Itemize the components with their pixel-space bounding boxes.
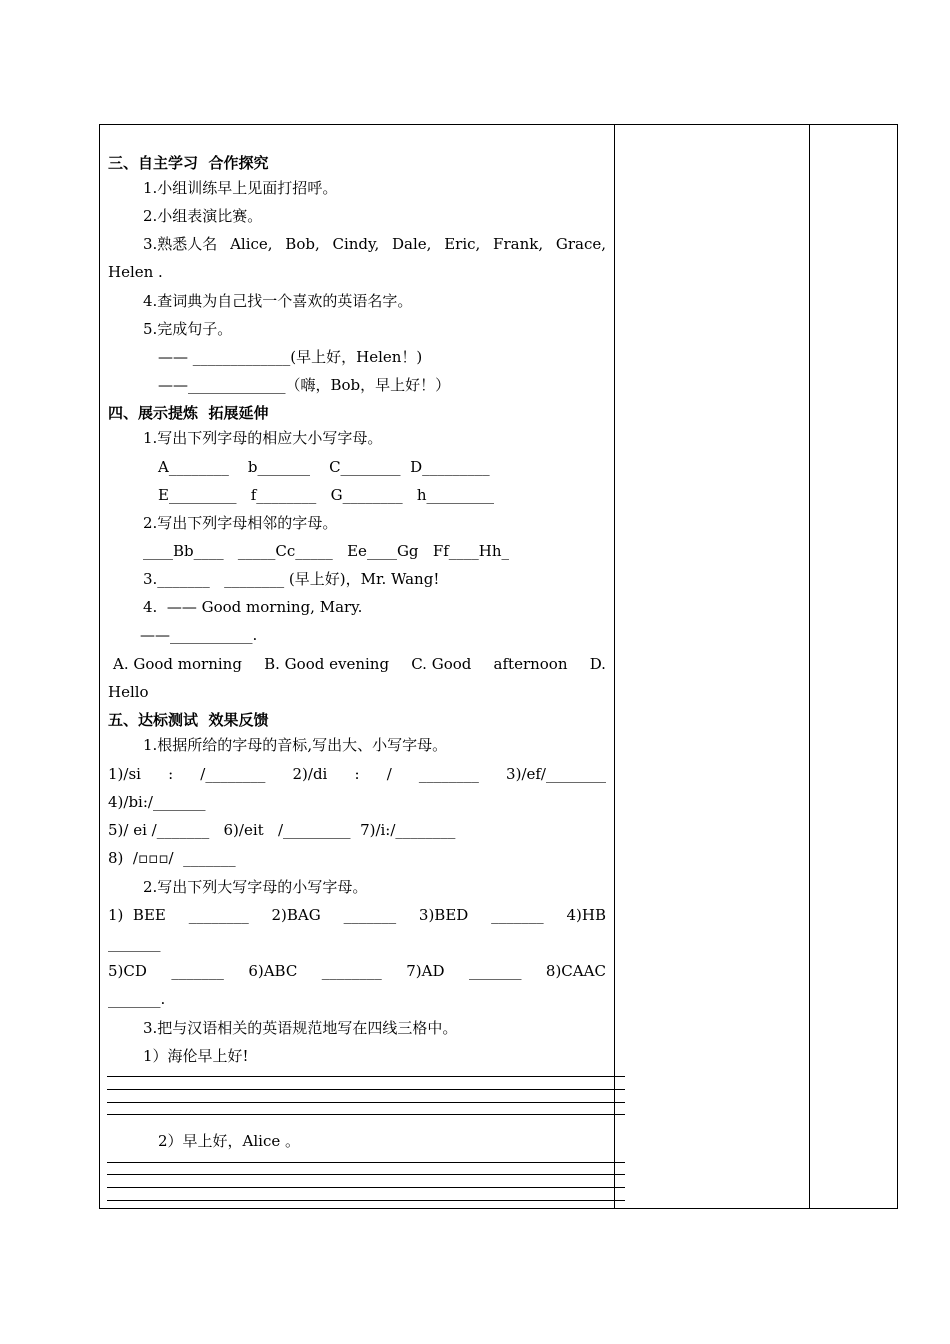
s4-q2-line: ____Bb____ _____Cc_____ Ee____Gg Ff____Hh_ [143, 542, 510, 560]
writing-line [107, 1200, 625, 1201]
s4-q1-line-a: A________ b_______ C________ D_________ [158, 458, 490, 476]
section-3-heading: 三、自主学习 合作探究 [108, 154, 269, 172]
s4-q4-answer: ——___________. [140, 626, 258, 644]
s3-item-4: 4.查词典为自己找一个喜欢的英语名字。 [143, 292, 413, 310]
s3-item-1: 1.小组训练早上见面打招呼。 [143, 179, 338, 197]
s5-q1-line-d: 8) /▫▫▫/ _______ [108, 849, 236, 867]
section-5-heading: 五、达标测试 效果反馈 [108, 711, 269, 729]
s4-q1-line-b: E_________ f________ G________ h_________ [158, 486, 495, 504]
s5-q3-item-2: 2）早上好，Alice 。 [158, 1132, 301, 1150]
s5-q2-line-a: 1) BEE ________ 2)BAG _______ 3)BED _______ 4)HB [108, 906, 606, 924]
s5-q1-line-b: 4)/bi:/_______ [108, 793, 206, 811]
s3-item-5: 5.完成句子。 [143, 320, 233, 338]
s4-q4: 4. —— Good morning, Mary. [143, 598, 363, 616]
s4-q4-options: A. Good morning B. Good evening C. Good afternoon D. [113, 655, 606, 673]
writing-line [107, 1174, 625, 1175]
s3-item-5b: ——_____________（嗨，Bob，早上好！） [158, 376, 451, 394]
s4-q3: 3._______ ________ (早上好)，Mr. Wang! [143, 570, 440, 588]
s4-q2: 2.写出下列字母相邻的字母。 [143, 514, 338, 532]
s5-q2: 2.写出下列大写字母的小写字母。 [143, 878, 368, 896]
s4-q1: 1.写出下列字母的相应大小写字母。 [143, 429, 383, 447]
s5-q2-line-c: 5)CD _______ 6)ABC ________ 7)AD _______ 8)CAAC [108, 962, 606, 980]
writing-line [107, 1089, 625, 1090]
s3-item-3: 3.熟悉人名 Alice, Bob, Cindy, Dale, Eric, Frank, Grace, [143, 235, 606, 253]
s3-item-2: 2.小组表演比赛。 [143, 207, 263, 225]
s5-q1-line-c: 5)/ ei /_______ 6)/eit /_________ 7)/i:/________ [108, 821, 456, 839]
s5-q2-line-d: _______. [108, 990, 166, 1008]
s5-q1: 1.根据所给的字母的音标,写出大、小写字母。 [143, 736, 448, 754]
s5-q1-line-a: 1)/si : /________ 2)/di : / ________ 3)/ef/________ [108, 765, 606, 783]
s3-item-3-cont: Helen . [108, 263, 163, 281]
writing-line [107, 1162, 625, 1163]
section-4-heading: 四、展示提炼 拓展延伸 [108, 404, 269, 422]
s4-q4-options-cont: Hello [108, 683, 149, 701]
column-divider-notes [614, 124, 615, 1209]
writing-line [107, 1102, 625, 1103]
writing-line [107, 1076, 625, 1077]
column-divider-remarks [809, 124, 810, 1209]
s5-q3: 3.把与汉语相关的英语规范地写在四线三格中。 [143, 1019, 458, 1037]
writing-line [107, 1187, 625, 1188]
s5-q3-item-1: 1）海伦早上好! [143, 1047, 249, 1065]
writing-line [107, 1114, 625, 1115]
s3-item-5a: —— _____________(早上好，Helen！) [158, 348, 423, 366]
s5-q2-line-b: _______ [108, 934, 161, 952]
